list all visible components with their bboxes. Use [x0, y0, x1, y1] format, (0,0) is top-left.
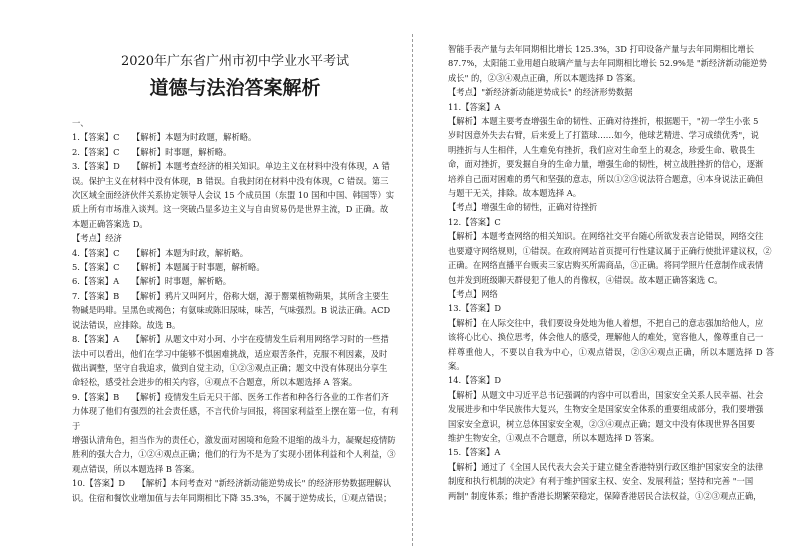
- text-line: 3.【答案】D 【解析】本题考查经济的相关知识。单边主义在材料中没有体现，A 错: [72, 161, 390, 172]
- text-line: 两制" 制度体系；维护香港长期繁荣稳定，保障香港居民合法权益，①②③观点正确，: [448, 490, 762, 501]
- text-line: 做出调整，坚守自我追求，做到自觉主动，①②③观点正确；题文中没有体现出分享生: [72, 362, 388, 373]
- text-line: 9.【答案】B 【解析】疫情发生后无只干部、医务工作者和种各行各业的工作者们齐: [72, 391, 389, 402]
- text-line: 发展进步和中华民族伟大复兴，生物安全是国家安全体系的重要组成部分，我们要增强: [448, 404, 764, 415]
- text-line: 质上所有市场准入谈判。这一突破凸显多边主义与自由贸易仍是世界主流，D 正确。故: [72, 204, 389, 215]
- text-line: 包并发到班级聊天群侵犯了他人的肖像权，④错误。故本题正确答案选 C。: [448, 274, 723, 285]
- text-line: 也要遵守网络规则，①错误。在政府网站首页提可行性建议属于正确行使批评建议权，②: [448, 245, 772, 256]
- section-label: 一、: [72, 118, 89, 128]
- text-line: 12.【答案】C: [448, 216, 501, 227]
- text-line: 10.【答案】D 【解析】本问考查对 "新经济新动能逆势成长" 的经济形势数据理解认: [72, 478, 391, 489]
- document-title: 2020年广东省广州市初中学业水平考试: [120, 54, 350, 69]
- text-line: 力体现了他们有强烈的社会责任感，不言代价与回报，将国家利益至上摆在第一位，有利于: [72, 406, 398, 431]
- text-line: 5.【答案】C 【解析】本题属于时事题，解析略。: [72, 262, 265, 273]
- text-line: 2.【答案】C 【解析】时事题，解析略。: [72, 146, 232, 157]
- text-line: 增强认清角色，担当作为的责任心，激发面对困境和危险不退缩的战斗力，凝聚起疫情防: [72, 434, 396, 445]
- text-line: 【解析】通过了《全国人民代表大会关于建立健全香港特别行政区维护国家安全的法律: [448, 461, 764, 472]
- text-line: 明挫折与人生相伴，人生难免有挫折，我们应对生命至上的观念，珍爱生命、敬畏生: [448, 144, 755, 155]
- text-line: 13.【答案】D: [448, 303, 502, 314]
- text-line: 与题干无关，排除。故本题选择 A。: [448, 188, 582, 199]
- text-line: 87.7%，太阳能工业用超白玻璃产量与去年同期相比增长 52.9%是 "新经济新动能逆势: [448, 58, 768, 69]
- text-line: 误。保护主义在材料中没有体现，B 错误。自我封闭在材料中没有体现，C 错误。第三: [72, 175, 389, 186]
- text-line: 制度和执行机制的决定》有利于维护国家主权、安全、发展利益；坚持和完善 "一国: [448, 476, 754, 487]
- text-line: 成长" 的，②③④观点正确，所以本题选择 D 答案。: [448, 72, 641, 83]
- text-line: 样尊重他人，不要以自我为中心，①观点错误，②③④观点正确，所以本题选择 D 答案。: [448, 346, 774, 371]
- text-line: 国家安全意识，树立总体国家安全观，②③④观点正确；题文中没有体现世界各国要: [448, 418, 755, 429]
- text-line: 观点错误，所以本题选择 B 答案。: [72, 463, 200, 474]
- text-line: 本题正确答案选 D。: [72, 218, 148, 229]
- text-line: 该将心比心、换位思考，体会他人的感受，理解他人的难处，宽容他人，像尊重自己一: [448, 332, 764, 343]
- text-line: 命轻松，感受社会进步的相关内容，④观点不合题意，所以本题选择 A 答案。: [72, 377, 358, 388]
- text-line: 【考点】增强生命的韧性，正确对待挫折: [448, 202, 598, 213]
- text-line: 6.【答案】A 【解析】时事题，解析略。: [72, 276, 232, 287]
- text-line: 【考点】经济: [72, 233, 122, 244]
- text-line: 次区域全面经济伙伴关系协定领导人会议 15 个成员国（东盟 10 国和中国、韩国等）实: [72, 190, 395, 201]
- text-line: 识。住宿和餐饮业增加值与去年同期相比下降 35.3%，不属于逆势成长，①观点错误；: [72, 492, 392, 503]
- document-subtitle: 道德与法治答案解析: [149, 77, 321, 99]
- text-line: 维护生物安全，①观点不合题意，所以本题选择 D 答案。: [448, 432, 660, 443]
- text-line: 1.【答案】C 【解析】本题为时政题，解析略。: [72, 132, 257, 143]
- text-line: 4.【答案】C 【解析】本题为时政，解析略。: [72, 247, 249, 258]
- text-line: 说法错误，应排除。故选 B。: [72, 319, 181, 330]
- text-line: 智能手表产量与去年同期相比增长 125.3%，3D 打印设备产量与去年同期相比增长: [448, 44, 755, 54]
- text-line: 法中可以看出，他们在学习中能够不惧困难挑战，适应艰苦条件，克服不利因素，及时: [72, 348, 388, 359]
- text-line: 8.【答案】A 【解析】从题文中对小珂、小宇在疫情发生后利用网络学习时的一些措: [72, 334, 389, 345]
- text-line: 培养自己面对困难的勇气和坚强的意志，所以①②③说法符合题意，④本身说法正确但: [448, 173, 764, 184]
- text-line: 【考点】网络: [448, 288, 498, 299]
- right-column-text: [448, 42, 774, 503]
- text-line: 【解析】本题主要考查增强生命的韧性、正确对待挫折，根据题干，"初一学生小张 5: [448, 116, 759, 127]
- text-line: 【考点】"新经济新动能逆势成长" 的经济形势数据: [448, 87, 633, 98]
- text-line: 正确。在网络直播平台贩卖三家店购买所需商品，③正确。将同学照片任意制作成表情: [448, 260, 764, 271]
- text-line: 胜利的强大合力，①②④观点正确；他们的行为不是为了实现小团体利益和个人利益，③: [72, 449, 396, 460]
- text-line: 命，面对挫折，要发掘自身的生命力量，增强生命的韧性，树立战胜挫折的信心，逐渐: [448, 159, 764, 170]
- text-line: 11.【答案】A: [448, 101, 501, 112]
- text-line: 岁时因意外失去右臂，后来爱上了打篮球……如今，他球艺精进、学习成绩优秀"，说: [448, 130, 759, 141]
- text-line: 物碱是吗啡。呈黑色或褐色；有氨味或陈旧尿味，味苦，气味强烈。B 说法正确。ACD: [72, 305, 391, 316]
- text-line: 【解析】在人际交往中，我们要设身处地为他人着想，不把自己的意志强加给他人，应: [448, 317, 764, 328]
- text-line: 14.【答案】D: [448, 375, 502, 386]
- text-line: 【解析】从题文中习近平总书记强调的内容中可以看出，国家安全关系人民幸福、社会: [448, 389, 764, 400]
- column-divider: [412, 34, 413, 546]
- text-line: 15.【答案】A: [448, 447, 501, 458]
- text-line: 7.【答案】B 【解析】鸦片又叫阿片，俗称大烟，源于罂粟植物蒴果，其所含主要生: [72, 290, 389, 301]
- text-line: 【解析】本题考查网络的相关知识。在网络社交平台随心所欲发表言论错误，网络交往: [448, 231, 764, 242]
- left-column-text: [72, 116, 398, 505]
